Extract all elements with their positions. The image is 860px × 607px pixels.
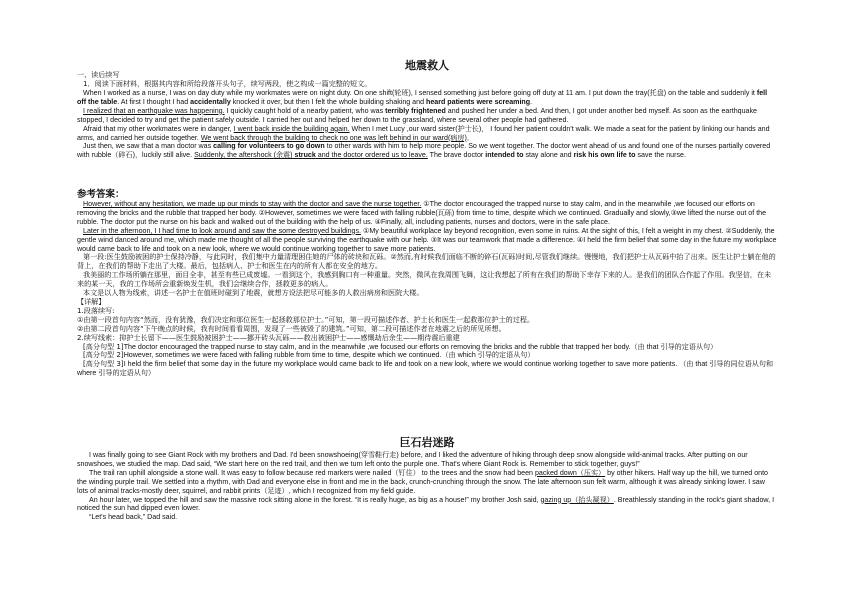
answer-paragraph-1: However, without any hesitation, we made up our minds to stay with the doctor and save the nurse together. ①The doctor encouraged the trapped nurse to stay calm, and in the meanwhile ,we focused our efforts on removing the bricks and the rubble that trapped her body. ②However, sometimes we were faced with falling rubble(瓦砾) from time to time, despite which we continued. Gradually and slowly,③we lifted the nurse out of the rubble. The doctor put the nurse on his back and walked out of the building with the help of us. ④Finally, all, including patients, nurses and doctors, were in the safe place. — [77, 200, 767, 226]
sentence-pattern-1: [高分句型 1]The doctor encouraged the trapped nurse to stay calm, and in the meanwhile ,we focused our efforts on removing the bricks and the rubble that trapped her body.（由 that 引导的定语从句） — [83, 341, 718, 351]
detail-point-4: 2.续写线索：抑护士长留下——医生鼓励被困护士——挪开砖头瓦砾——救出被困护士——感慨劫后余生——期待震后重建 — [77, 332, 460, 342]
translation-paragraph-2: 我美丽的工作场所躺在那里，面目全非，甚至有些已成废墟。一看到这个，我感到胸口有一种重量。突然，微风在我周围飞舞，这让我想起了所有在我们的帮助下幸存下来的人。是我们的团队合作起了作用。我坚信，在未来的某一天，我的工作场所会重新焕发生机，我们会继续合作，拯救更多的病人。 — [77, 270, 772, 289]
content-column — [77, 0, 777, 607]
summary-line: 本文是以人物为线索，讲述一名护士在值班时碰到了地震，就想方设法把尽可能多的人救出病房和医院大楼。 — [83, 288, 424, 298]
section-title-earthquake: 地震救人 — [405, 59, 449, 72]
answer-section — [77, 189, 777, 378]
story-paragraph-3: An hour later, we topped the hill and saw the massive rock sitting alone in the forest. “It is really huge, as big as a house!” my brother Josh said, gazing up（抬头凝视）. Breathlessly standing in the rock's giant shadow, I noticed the sun had dipped even lower. — [77, 495, 775, 513]
story-paragraph-2: The trail ran uphill alongside a stone wall. It was easy to follow because red markers were nailed（钉住） to the trees and the snow had been packed down（压实） by other hikers. Half way up the hill, we turned onto the winding purple trail. We settled into a rhythm, with Dad and everyone else in front and me in the back, crunch-crunching through the snow. The late afternoon sun felt warm, although it was already sinking lower. I saw lots of animal tracks-mostly deer, squirrel, and rabbit prints（足迹）, which I recognized from my field guide. — [77, 468, 769, 495]
passage-paragraph-3: Afraid that my other workmates were in danger, I went back inside the building again. When I met Lucy ,our ward sister(护士长)， I found her patient couldn't walk. We made a seat for the patient by linking our hands and arms, and carried her outside together. We went back through the building to check no one was left behind in our ward(病房)． — [77, 124, 770, 142]
passage-paragraph-4: Just then, we saw that a man doctor was calling for volunteers to go down to other wards with him to help more people. So we went together. The doctor went ahead of us and found one of the nurses partially covered with rubble（碎石)，luckily still alive. Suddenly, the aftershock (余震) struck and the doctor ordered us to leave. The brave doctor intended to stay alone and risk his own life to save the nurse. — [77, 142, 771, 160]
passage-earthquake — [77, 89, 777, 160]
task-type: 一、读后续写 — [77, 70, 120, 79]
passage-paragraph-1: When I worked as a nurse, I was on day duty while my workmates were on night duty. On one shift(轮班), I sensed something just before going off duty at 11 am. I put down the tray(托盘) on the table and suddenly it fell off the table. At first I thought I had accidentally knocked it over, but then I felt the whole building shaking and heard patients were screaming. — [77, 89, 768, 106]
passage-paragraph-2: I realized that an earthquake was happening. I quickly caught hold of a nearby patient, who was terribly frightened and pushed her under a bed. And then, I got under another bed myself. As soon as the earthquake stopped, I decided to try and get the patient safely outside. I carried her out and helped her down to the grassland, where several other people had gathered. — [77, 106, 757, 124]
detail-point-1: 1.段落续写: — [77, 305, 115, 315]
answer-paragraph-2: Later in the afternoon, I I had time to look around and saw the some destroyed buildings. ①My beautiful workplace lay beyond recognition, even some in ruins. At the sight of this, I felt a weight in my chest. ②Suddenly, the gentle wind danced around me, which made me thought of all the people surviving the earthquake with our help. ③It was our teamwork that made a difference. ④I held the firm belief that some day in the future my workplace would came back to life and took on a new look, where we would continue working together to save more patients. — [77, 226, 777, 253]
detail-point-2: ①由第一段首句内容“然而，没有犹豫，我们决定和那位医生一起拯救那位护士。”可知，第一段可描述作者、护士长和医生一起救那位护士的过程。 — [77, 314, 535, 324]
translation-paragraph-1: 第一段:医生鼓励被困的护士保持冷静，与此同时，我们集中力量清理困住她的尸体的砖块和瓦砾。②然而,有时候我们面临不断的碎石(瓦砾)时间,尽管我们继续。慢慢地，我们把护士从瓦砾中抬了出来。医生让护士躺在他的背上，在我们的帮助下走出了大楼。最后，包括病人、护士和医生在内的所有人都在安全的地方。 — [77, 252, 776, 271]
story-paragraph-4: “Let's head back,” Dad said. — [89, 513, 178, 522]
passage-giant-rock — [77, 451, 777, 522]
story-paragraph-1: I was finally going to see Giant Rock with my brothers and Dad. I'd been snowshoeing(穿雪鞋行走) before, and I liked the adventure of hiking through deep snow alongside wild-animal tracks. After putting on our snowshoes, we studied the map. Dad said, “We start here on the red trail, and then we turn left onto the purple one. That's where Giant Rock is. Remember to stick together, guys!” — [77, 451, 748, 468]
answer-heading: 参考答案： — [77, 189, 125, 200]
task-instructions — [77, 71, 777, 89]
detail-heading: 【详解】 — [77, 296, 106, 306]
task-instruction: 1．阅读下面材料，根据其内容和所给段落开头句子，续写两段，使之构成一篇完整的短文。 — [83, 78, 372, 88]
detail-point-3: ②由第二段首句内容“下午晚点的时候，我有时间看看周围，发现了一些被毁了的建筑。”可知，第二段可描述作者在地震之后的所见所想。 — [77, 323, 506, 333]
sentence-pattern-2: [高分句型 2]However, sometimes we were faced with falling rubble from time to time, despite which we continued.（由 which 引导的定语从句） — [83, 350, 535, 360]
section-title-giant-rock: 巨石岩迷路 — [399, 436, 455, 449]
sentence-pattern-3: [高分句型 3]I held the firm belief that some day in the future my workplace would came back to life and took on a new look, where we would continue working together to save more patients. （由 that 引导的同位语从句和 where 引导的定语从句） — [77, 359, 774, 378]
